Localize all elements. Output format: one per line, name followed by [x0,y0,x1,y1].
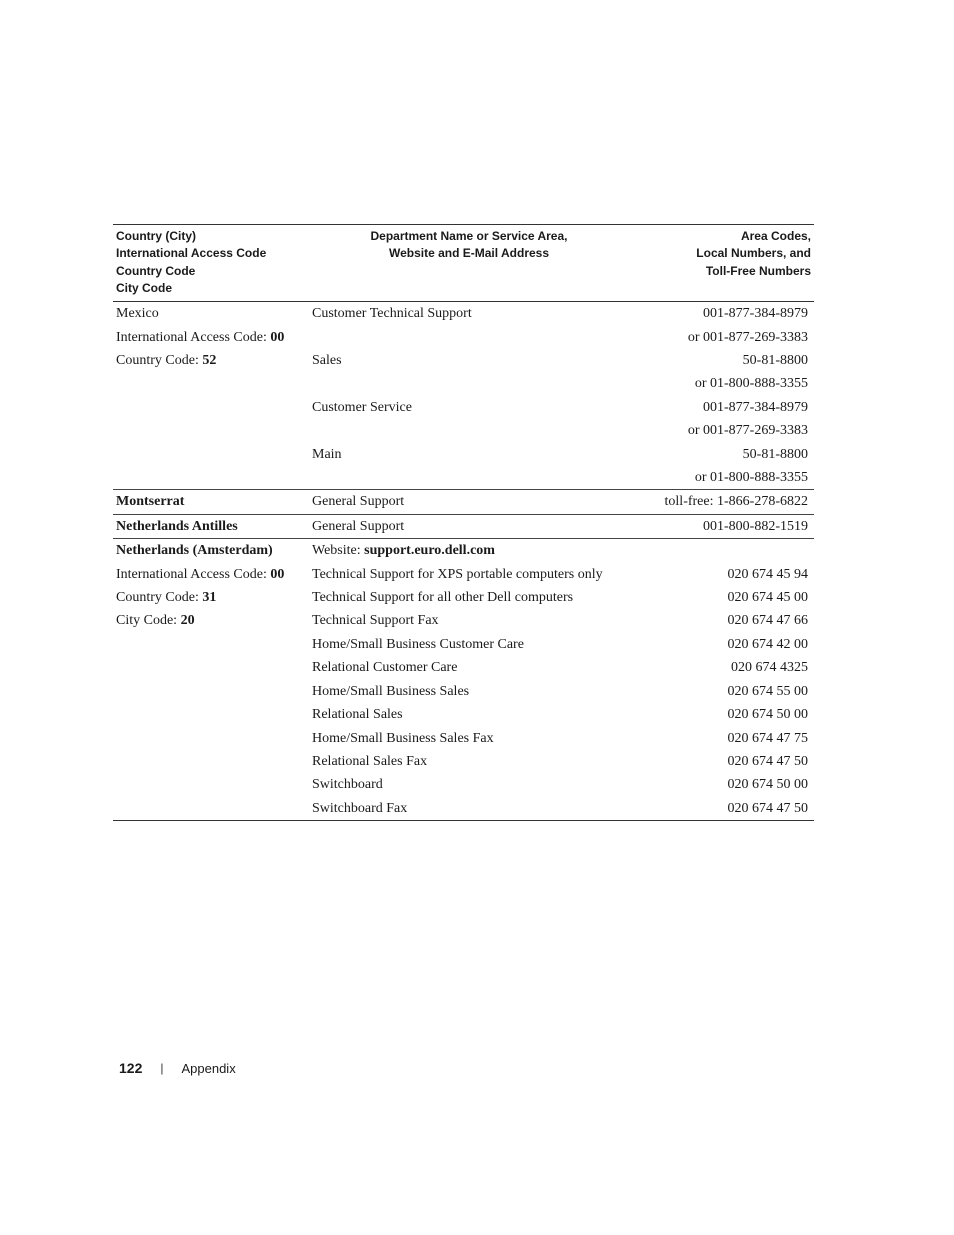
number-cell [629,490,814,514]
department-name: General Support [312,494,405,510]
country-cell [113,326,309,349]
number-cell [629,302,814,326]
country-cell [113,563,309,586]
department-cell [309,302,629,326]
number-cell [629,443,814,466]
code-label: International Access Code: [116,566,271,582]
phone-number: toll-free: 1-866-278-6822 [664,494,808,510]
department-name: Home/Small Business Sales [312,683,470,699]
department-name: Customer Service [312,399,412,415]
phone-number: 020 674 42 00 [727,636,808,652]
country-cell [113,490,309,514]
table-row [113,419,814,442]
department-cell [309,609,629,632]
number-cell [629,609,814,632]
department-name: Switchboard Fax [312,800,408,816]
table-row [113,326,814,349]
department-name: Home/Small Business Sales Fax [312,730,494,746]
table-row [113,727,814,750]
country-name: Netherlands (Amsterdam) [116,543,273,559]
page-footer [119,1060,236,1076]
department-cell [309,466,629,490]
country-name: Mexico [116,306,159,322]
country-cell [113,633,309,656]
table-row [113,302,814,326]
header-numbers [629,225,814,302]
department-cell [309,750,629,773]
department-cell [309,797,629,821]
number-cell [629,372,814,395]
table-body [113,302,814,821]
country-cell [113,727,309,750]
number-cell [629,703,814,726]
page-number: 122 [119,1060,143,1076]
table-row [113,490,814,514]
number-cell [629,797,814,821]
table-row [113,703,814,726]
department-name: General Support [312,518,405,534]
country-cell [113,703,309,726]
department-cell [309,372,629,395]
number-cell [629,727,814,750]
phone-number: 020 674 45 94 [727,566,808,582]
phone-number: 50-81-8800 [742,446,808,462]
country-cell [113,680,309,703]
phone-number: 001-800-882-1519 [703,518,808,534]
header-line: Website and E-Mail Address [388,246,550,261]
phone-number: or 01-800-888-3355 [694,470,808,486]
country-cell [113,773,309,796]
country-name: Montserrat [116,494,185,510]
department-name: Home/Small Business Customer Care [312,636,524,652]
phone-number: 001-877-384-8979 [703,306,808,322]
header-line: International Access Code [116,246,267,261]
table-row [113,466,814,490]
phone-number: 020 674 50 00 [727,777,808,793]
department-name: Technical Support for all other Dell computers [312,590,574,606]
number-cell [629,349,814,372]
department-cell [309,539,629,563]
department-cell [309,490,629,514]
number-cell [629,466,814,490]
department-cell [309,703,629,726]
phone-number: 020 674 45 00 [727,590,808,606]
department-cell [309,396,629,419]
country-cell [113,750,309,773]
phone-number: 020 674 4325 [731,660,808,676]
department-cell [309,680,629,703]
country-cell [113,466,309,490]
department-cell [309,419,629,442]
table-row [113,586,814,609]
number-cell [629,773,814,796]
table-row [113,773,814,796]
code-label: Country Code: [116,353,203,368]
header-line: Department Name or Service Area, [370,229,568,243]
phone-number: 020 674 47 75 [727,730,808,746]
website-label: Website: [312,543,365,559]
table-row [113,609,814,632]
table-row [113,396,814,419]
phone-number: 020 674 47 50 [727,753,808,769]
department-name: Main [312,446,342,462]
header-line: Local Numbers, and [696,246,811,261]
table-row [113,563,814,586]
phone-number: 020 674 47 50 [727,800,808,816]
number-cell [629,563,814,586]
department-name: Sales [312,353,342,368]
department-cell [309,563,629,586]
country-cell [113,349,309,372]
header-line: Toll-Free Numbers [705,263,811,278]
table-row [113,797,814,821]
phone-number: or 001-877-269-3383 [687,329,808,345]
phone-number: or 01-800-888-3355 [694,376,808,392]
code-value: 31 [202,590,217,606]
code-label: Country Code: [116,590,203,606]
number-cell [629,750,814,773]
department-name: Switchboard [312,777,383,793]
department-cell [309,443,629,466]
phone-number: 50-81-8800 [742,353,808,368]
number-cell [629,680,814,703]
number-cell [629,656,814,679]
number-cell [629,396,814,419]
number-cell [629,586,814,609]
table-row [113,539,814,563]
country-cell [113,586,309,609]
department-name: Technical Support Fax [312,613,439,629]
department-name: Technical Support for XPS portable computers only [312,566,603,582]
department-name: Relational Sales [312,707,403,723]
department-name: Customer Technical Support [312,306,472,322]
country-name: Netherlands Antilles [116,518,238,534]
department-cell [309,586,629,609]
code-value: 00 [270,329,285,345]
header-line: City Code [116,280,173,295]
department-cell [309,326,629,349]
phone-number: 020 674 55 00 [727,683,808,699]
number-cell [629,514,814,538]
department-cell [309,656,629,679]
number-cell [629,419,814,442]
header-department [309,225,629,302]
code-value: 20 [180,613,195,629]
phone-number: 020 674 47 66 [727,613,808,629]
header-country [113,225,309,302]
header-line: Country (City) [116,229,196,243]
country-cell [113,396,309,419]
country-cell [113,656,309,679]
country-cell [113,302,309,326]
code-label: International Access Code: [116,329,271,345]
phone-number: 020 674 50 00 [727,707,808,723]
number-cell [629,539,814,563]
code-value: 00 [270,566,285,582]
phone-number: or 001-877-269-3383 [687,423,808,439]
number-cell [629,633,814,656]
department-name: Relational Customer Care [312,660,458,676]
country-cell [113,443,309,466]
contact-table [113,224,814,821]
country-cell [113,372,309,395]
department-cell [309,633,629,656]
department-cell [309,514,629,538]
phone-number: 001-877-384-8979 [703,399,808,415]
section-title: Appendix [181,1060,236,1076]
department-cell [309,727,629,750]
table-header-row [113,225,814,302]
code-label: City Code: [116,613,181,629]
website-link[interactable]: support.euro.dell.com [364,543,495,559]
table-row [113,750,814,773]
code-value: 52 [202,353,217,368]
table-row [113,514,814,538]
country-cell [113,514,309,538]
table-row [113,349,814,372]
footer-separator: | [160,1061,164,1075]
number-cell [629,326,814,349]
header-line: Area Codes, [740,229,811,243]
table-row [113,656,814,679]
department-cell [309,349,629,372]
country-cell [113,539,309,563]
department-cell [309,773,629,796]
table-row [113,372,814,395]
table-row [113,443,814,466]
table-row [113,680,814,703]
header-line: Country Code [116,263,196,278]
country-cell [113,419,309,442]
table-row [113,633,814,656]
country-cell [113,609,309,632]
country-cell [113,797,309,821]
department-name: Relational Sales Fax [312,753,428,769]
